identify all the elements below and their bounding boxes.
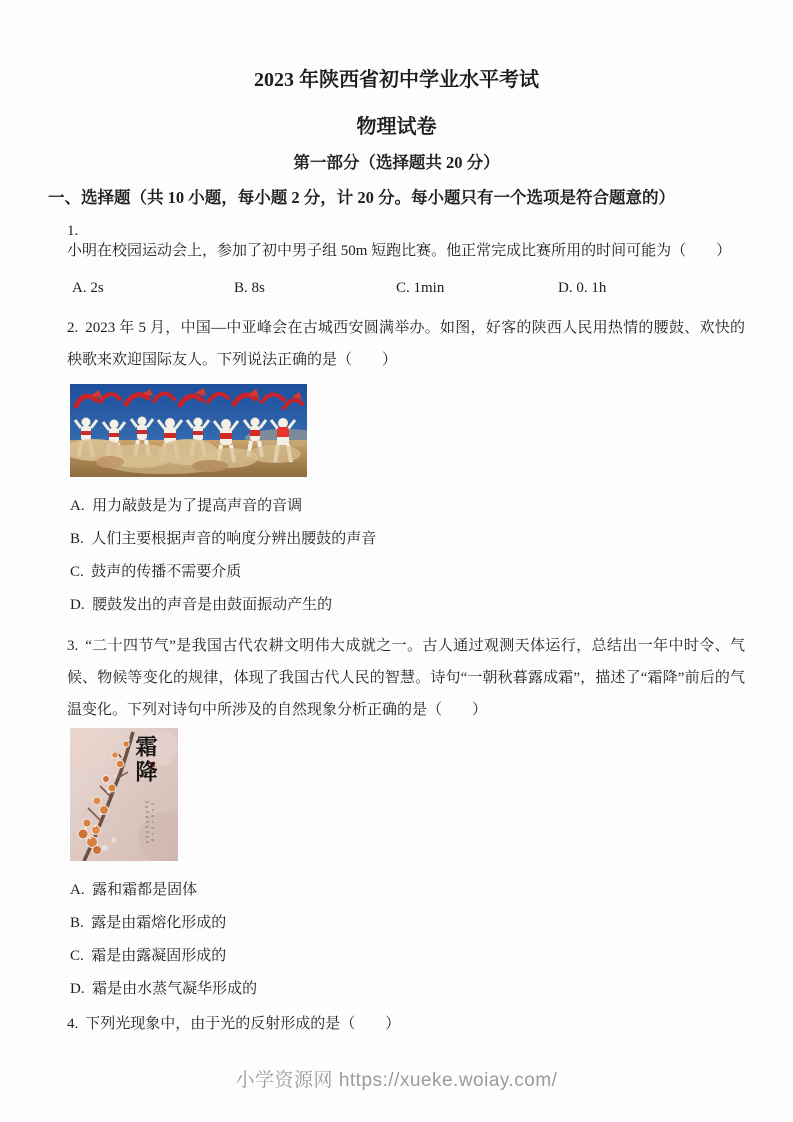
option-a: A. 露和霜都是固体 xyxy=(70,882,198,898)
yaogu-drummers-illustration xyxy=(70,384,307,477)
option-c: C. 1min xyxy=(396,280,445,296)
part-heading: 第一部分（选择题共 20 分） xyxy=(293,153,500,172)
question-3-options xyxy=(48,882,745,997)
question-3-number: 3. xyxy=(67,638,79,654)
question-1 xyxy=(48,221,745,261)
option-d: D. 腰鼓发出的声音是由鼓面振动产生的 xyxy=(70,597,333,613)
question-3-text: “二十四节气”是我国古代农耕文明伟大成就之一。古人通过观测天体运行，总结出一年中时令、气候、物候等变化的规律，体现了我国古代人民的智慧。诗句“一朝秋暮露成霜”，描述了“霜降”前后的气温变化。下列对诗句中所涉及的自然现象分析正确的是（ ） xyxy=(67,638,745,718)
footer-watermark xyxy=(0,1065,793,1092)
question-2-options xyxy=(48,498,745,613)
option-d: D. 霜是由水蒸气凝华形成的 xyxy=(70,981,258,997)
option-b: B. 露是由霜熔化形成的 xyxy=(70,915,227,931)
page-title: 2023 年陕西省初中学业水平考试 xyxy=(254,69,539,91)
section-intro: 一、选择题（共 10 小题，每小题 2 分，计 20 分。每小题只有一个选项是符合题意的） xyxy=(48,188,675,207)
question-2-number: 2. xyxy=(67,320,79,336)
option-c: C. 鼓声的传播不需要介质 xyxy=(70,564,242,580)
option-c: C. 霜是由露凝固形成的 xyxy=(70,948,227,964)
question-1-number: 1. xyxy=(67,223,79,239)
frost-branch-illustration xyxy=(70,728,178,861)
question-2 xyxy=(48,312,745,376)
question-3 xyxy=(48,630,745,726)
question-2-text: 2023 年 5 月，中国—中亚峰会在古城西安圆满举办。如图，好客的陕西人民用热情的腰鼓、欢快的秧歌来欢迎国际友人。下列说法正确的是（ ） xyxy=(67,320,745,368)
option-a: A. 2s xyxy=(72,280,104,296)
option-b: B. 8s xyxy=(234,280,265,296)
option-a: A. 用力敲鼓是为了提高声音的音调 xyxy=(70,498,303,514)
page-subtitle: 物理试卷 xyxy=(356,116,437,138)
site-url-link[interactable]: https://xueke.woiay.com/ xyxy=(338,1070,558,1091)
frost-descent-photo xyxy=(70,728,178,861)
option-b: B. 人们主要根据声音的响度分辨出腰鼓的声音 xyxy=(70,531,377,547)
question-4-number: 4. xyxy=(67,1016,79,1032)
question-1-options xyxy=(48,278,745,298)
option-d: D. 0. 1h xyxy=(558,280,607,296)
question-4 xyxy=(48,1014,745,1034)
frost-caption-calligraphy: 霜降 xyxy=(133,735,158,785)
yaogu-drummers-photo xyxy=(70,384,307,477)
site-name-label: 小学资源网 xyxy=(235,1070,334,1091)
question-4-text: 下列光现象中，由于光的反射形成的是（ ） xyxy=(85,1016,401,1032)
question-1-text: 小明在校园运动会上，参加了初中男子组 50m 短跑比赛。他正常完成比赛所用的时间可能为（ ） xyxy=(67,243,732,259)
